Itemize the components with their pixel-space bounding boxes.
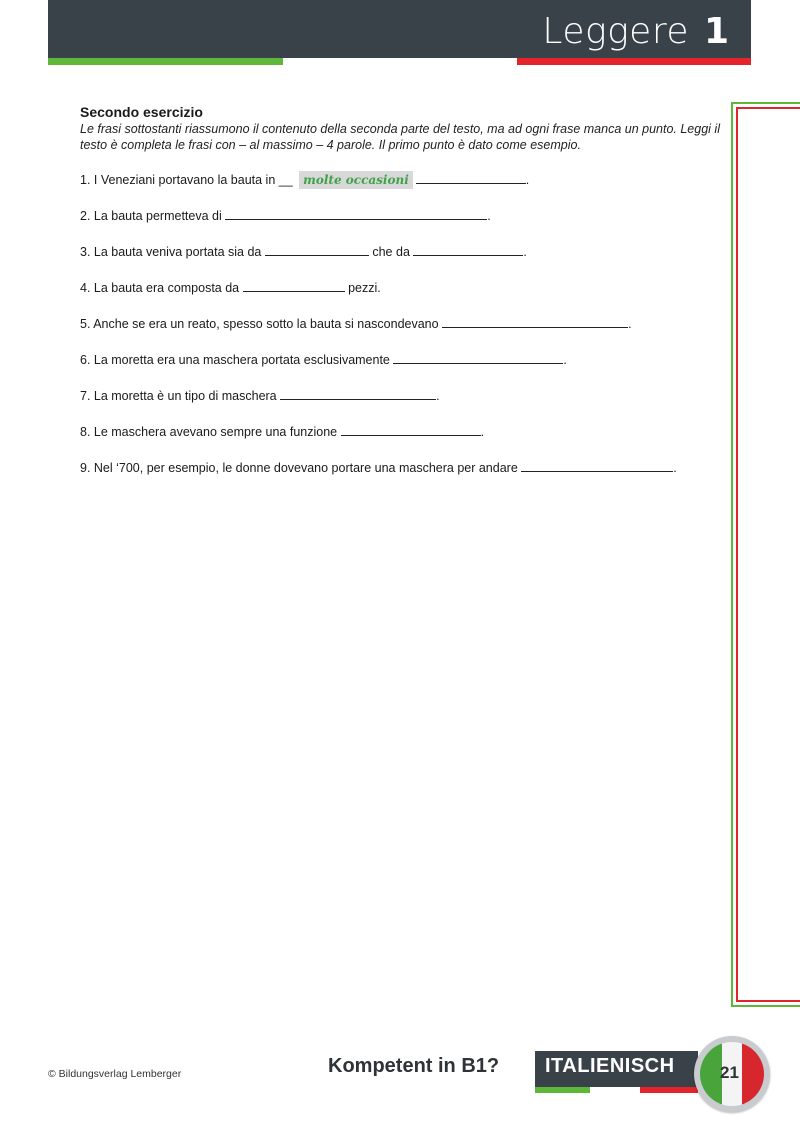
item-9-text: 9. Nel ‘700, per esempio, le donne dovevano portare una maschera per andare	[80, 461, 518, 475]
exercise-instructions-1: Le frasi sottostanti riassumono il contenuto della seconda parte del testo, ma ad ogni frase manca un punto. Leggi il	[80, 122, 720, 136]
item-8	[80, 423, 720, 459]
exercise-instructions-2: testo è completa le frasi con – al massimo – 4 parole. Il primo punto è dato come esempio.	[80, 138, 581, 152]
item-6-text: 6. La moretta era una maschera portata esclusivamente	[80, 353, 390, 367]
item-3-suffix: .	[523, 245, 527, 259]
item-7	[80, 387, 720, 423]
item-4	[80, 279, 720, 315]
item-7-text: 7. La moretta è un tipo di maschera	[80, 389, 277, 403]
item-1-text: 1. I Veneziani portavano la bauta in __	[80, 173, 293, 187]
item-3-blank-2[interactable]	[413, 243, 523, 256]
item-9-suffix: .	[673, 461, 677, 475]
item-3-middle: che da	[372, 245, 410, 259]
item-5-text: 5. Anche se era un reato, spesso sotto la bauta si nascondevano	[80, 317, 439, 331]
side-frame-red	[736, 107, 800, 1002]
item-3	[80, 243, 720, 279]
section-number: 1	[703, 11, 729, 52]
page-number: 21	[720, 1063, 739, 1082]
item-7-blank[interactable]	[280, 387, 436, 400]
item-2-blank[interactable]	[225, 207, 487, 220]
item-8-suffix: .	[480, 425, 485, 439]
item-8-text: 8. Le maschera avevano sempre una funzione	[80, 425, 338, 439]
item-1	[80, 171, 720, 207]
header-green-stripe	[48, 58, 283, 65]
item-6-blank[interactable]	[393, 351, 563, 364]
header-bar	[48, 0, 751, 58]
item-6	[80, 351, 720, 387]
item-4-text: 4. La bauta era composta da	[80, 281, 240, 295]
item-3-text: 3. La bauta veniva portata sia da	[80, 245, 262, 259]
header-red-stripe	[517, 58, 751, 65]
copyright: © Bildungsverlag Lemberger	[48, 1068, 182, 1080]
item-2-text: 2. La bauta permetteva di	[80, 209, 222, 223]
item-2-suffix: .	[487, 209, 491, 223]
footer-red-stripe	[640, 1087, 698, 1093]
item-1-blank[interactable]	[416, 171, 526, 184]
item-9	[80, 459, 720, 495]
item-4-suffix: pezzi.	[348, 281, 381, 295]
exercise-content	[80, 103, 720, 495]
section-title: Leggere	[542, 11, 689, 52]
footer-tagline: Kompetent in B1?	[328, 1055, 500, 1077]
item-4-blank[interactable]	[243, 279, 345, 292]
item-1-example-answer: molte occasioni	[299, 171, 413, 189]
item-9-blank[interactable]	[521, 459, 673, 472]
item-5-suffix: .	[628, 317, 632, 331]
item-8-blank[interactable]	[341, 423, 481, 436]
item-5	[80, 315, 720, 351]
item-3-blank-1[interactable]	[265, 243, 369, 256]
item-5-blank[interactable]	[442, 315, 628, 328]
item-7-suffix: .	[436, 389, 440, 403]
exercise-title: Secondo esercizio	[80, 104, 203, 120]
item-6-suffix: .	[563, 353, 567, 367]
item-1-suffix: .	[525, 173, 530, 187]
exercise-items	[80, 171, 720, 495]
subject-label: ITALIENISCH	[545, 1055, 675, 1077]
item-2	[80, 207, 720, 243]
footer-green-stripe	[535, 1087, 590, 1093]
